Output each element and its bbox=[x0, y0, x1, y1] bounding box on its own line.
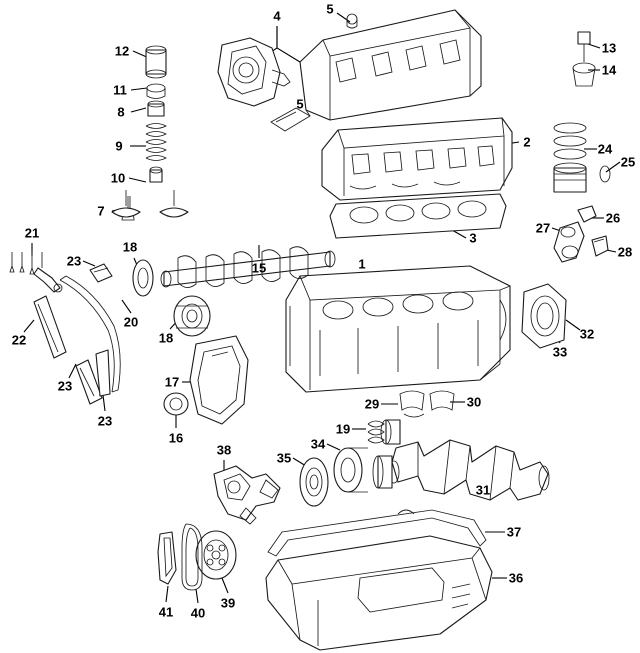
callout-30: 30 bbox=[466, 394, 482, 410]
callout-19: 19 bbox=[335, 421, 351, 437]
oil-pump-part bbox=[214, 466, 280, 524]
callout-23a: 23 bbox=[66, 253, 82, 269]
callout-16: 16 bbox=[168, 430, 184, 446]
callout-11: 11 bbox=[113, 82, 127, 98]
cylinder-head-part bbox=[322, 118, 512, 200]
callout-28: 28 bbox=[617, 244, 633, 260]
callout-24: 24 bbox=[597, 141, 613, 157]
callout-15: 15 bbox=[251, 260, 267, 276]
engine-block-part bbox=[286, 266, 510, 392]
callout-3: 3 bbox=[469, 230, 477, 246]
callout-20: 20 bbox=[123, 314, 139, 330]
callout-38: 38 bbox=[216, 442, 232, 458]
head-gasket-part bbox=[330, 194, 506, 238]
callout-17: 17 bbox=[164, 374, 180, 390]
callout-34: 34 bbox=[310, 436, 326, 452]
callout-13: 13 bbox=[601, 40, 617, 56]
callout-27: 27 bbox=[535, 220, 551, 236]
callout-1: 1 bbox=[358, 256, 366, 272]
callout-23c: 23 bbox=[97, 413, 113, 429]
callout-33: 33 bbox=[552, 344, 568, 360]
main-bearing-parts bbox=[400, 391, 454, 417]
callout-10: 10 bbox=[110, 170, 126, 186]
callout-40: 40 bbox=[190, 605, 206, 621]
callout-18b: 18 bbox=[158, 330, 174, 346]
callout-32: 32 bbox=[579, 326, 595, 342]
callout-7: 7 bbox=[97, 203, 105, 219]
valve-cover-part bbox=[300, 10, 481, 120]
callout-21: 21 bbox=[24, 225, 40, 241]
callout-5a: 5 bbox=[326, 1, 334, 17]
callout-26: 26 bbox=[605, 210, 621, 226]
crank-pulley-parts bbox=[300, 448, 368, 506]
callout-39: 39 bbox=[220, 595, 236, 611]
valve-cover-gasket bbox=[271, 108, 310, 131]
oil-pump-drive-parts bbox=[158, 524, 236, 590]
callout-25: 25 bbox=[620, 154, 636, 170]
callout-31: 31 bbox=[475, 482, 491, 498]
callout-4: 4 bbox=[273, 8, 281, 24]
callout-12: 12 bbox=[114, 43, 130, 59]
front-engine-cover bbox=[218, 38, 290, 106]
valve-train-parts bbox=[112, 43, 188, 220]
callout-9: 9 bbox=[115, 138, 123, 154]
chain-bolt-set bbox=[10, 252, 62, 292]
callout-36: 36 bbox=[508, 570, 524, 586]
callout-35: 35 bbox=[276, 450, 292, 466]
callout-8: 8 bbox=[117, 104, 125, 120]
oil-pan-part bbox=[266, 536, 492, 650]
callout-14: 14 bbox=[601, 62, 617, 78]
crankshaft-part bbox=[373, 440, 549, 500]
callout-5b: 5 bbox=[296, 96, 304, 112]
callout-29: 29 bbox=[364, 396, 380, 412]
oil-filler-cap-part bbox=[573, 32, 595, 86]
callout-37: 37 bbox=[506, 524, 522, 540]
callout-22: 22 bbox=[11, 332, 27, 348]
piston-pin-spring-part bbox=[368, 420, 400, 444]
callout-23b: 23 bbox=[57, 378, 73, 394]
callout-18a: 18 bbox=[122, 239, 138, 255]
callout-2: 2 bbox=[523, 134, 531, 150]
rear-main-seal-part bbox=[522, 284, 566, 348]
callout-41: 41 bbox=[158, 604, 174, 620]
